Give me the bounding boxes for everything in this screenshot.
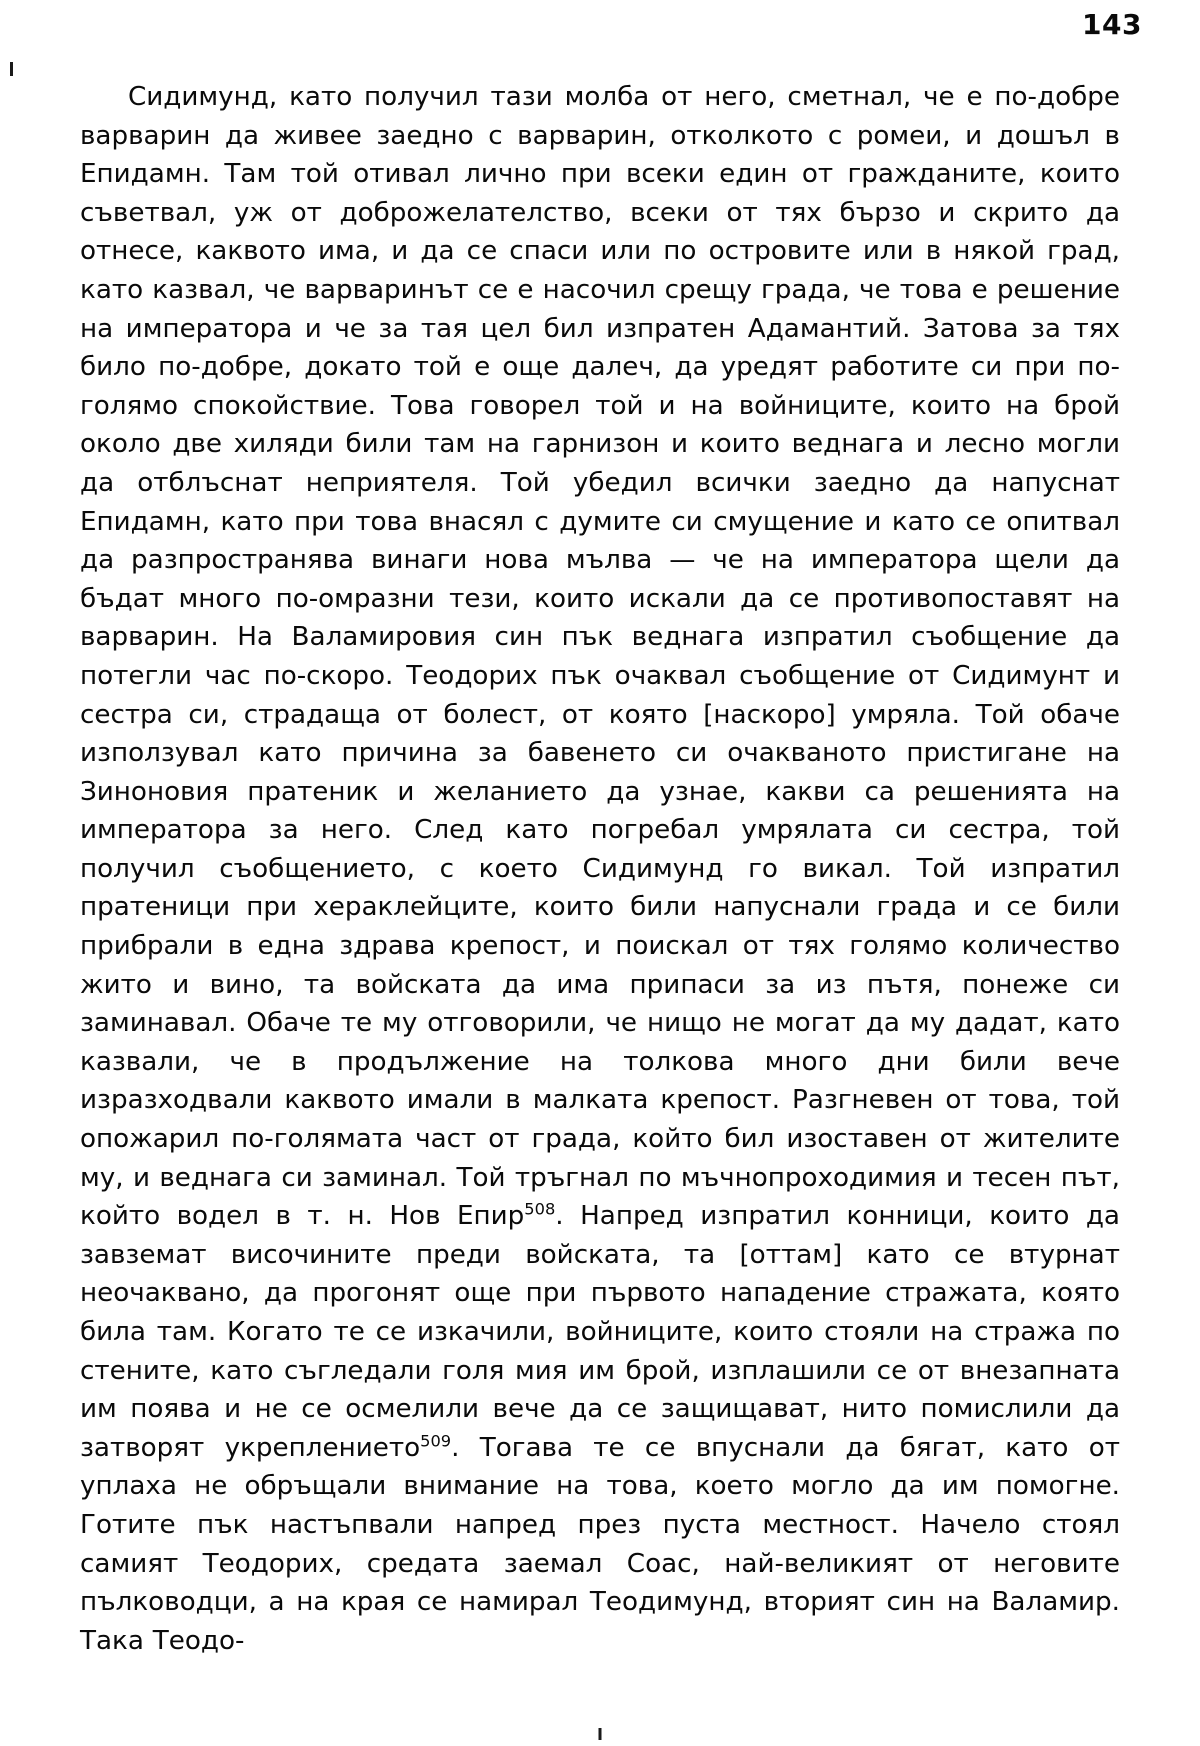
bottom-margin-mark (599, 1728, 602, 1740)
body-text-block (80, 78, 1120, 1660)
paragraph-part-1: Сидимунд, като получил тази молба от него, сметнал, че е по-добре варварин да живее заедно с варварин, отколкото с ромеи, и дошъл в Епидамн. Там той отивал лично при всеки един от гражданите, които съветвал, уж от доброжелателство, всеки от тях бързо и скрито да отнесе, каквото има, и да се спаси или по островите или в някой град, като казвал, че варваринът се е насочил срещу града, че това е решение на императора и че за тая цел бил изпратен Адамантий. Затова за тях било по-добре, докато той е още далеч, да уредят работите си при по-голямо спокойствие. Това говорел той и на войниците, които на брой около две хиляди били там на гарнизон и които веднага и лесно могли да отблъснат неприятеля. Той убедил всички заедно да напуснат Епидамн, като при това внасял с думите си смущение и като се опитвал да разпространява винаги нова мълва — че на императора щели да бъдат много по-омразни тези, които искали да се противопоставят на варварин. На Валамировия син пък веднага изпратил съобщение да потегли час по-скоро. Теодорих пък очаквал съобщение от Сидимунт и сестра си, страдаща от болест, от която [наскоро] умряла. Той обаче използувал като причина за бавенето си очакваното пристигане на Зиноновия пратеник и желанието да узнае, какви са решенията на императора за него. След като погребал умрялата си сестра, той получил съобщението, с което Сидимунд го викал. Той изпратил пратеници при хераклейците, които били напуснали града и се били прибрали в една здрава крепост, и поискал от тях голямо количество жито и вино, та войската да има припаси за из пътя, понеже си заминавал. Обаче те му отговорили, че нищо не могат да му дадат, като казвали, че в продължение на толкова много дни били вече изразходвали каквото имали в малката крепост. Разгневен от това, той опожарил по-голямата част от града, който бил изоставен от жителите му, и веднага си заминал. Той тръгнал по мъчнопроходимия и тесен път, който водел в т. н. Нов Епир (80, 82, 1120, 1232)
paragraph-part-3: . Тогава те се впуснали да бягат, като от уплаха не обръщали внимание на това, което могло да им помогне. Готите пък настъпвали напред през пуста местност. Начело стоял самият Теодорих, средата заемал Соас, най-великият от неговите пълководци, а на края се намирал Теодимунд, вторият син на Валамир. Така Теодо- (80, 1432, 1120, 1656)
paragraph (80, 78, 1120, 1660)
footnote-ref-509: 509 (420, 1431, 452, 1451)
left-margin-mark (10, 62, 13, 76)
paragraph-part-2: . Напред изпратил конници, които да завземат височините преди войската, та [оттам] като се втурнат неочаквано, да прогонят още при първото нападение стражата, която била там. Когато те се изкачили, войниците, които стояли на стража по стените, като съгледали голя мия им брой, изплашили се от внезапната им поява и не се осмелили вече да се защищават, нито помислили да затворят укреплението (80, 1201, 1120, 1463)
footnote-ref-508: 508 (524, 1199, 556, 1219)
page-number: 143 (1082, 8, 1142, 41)
